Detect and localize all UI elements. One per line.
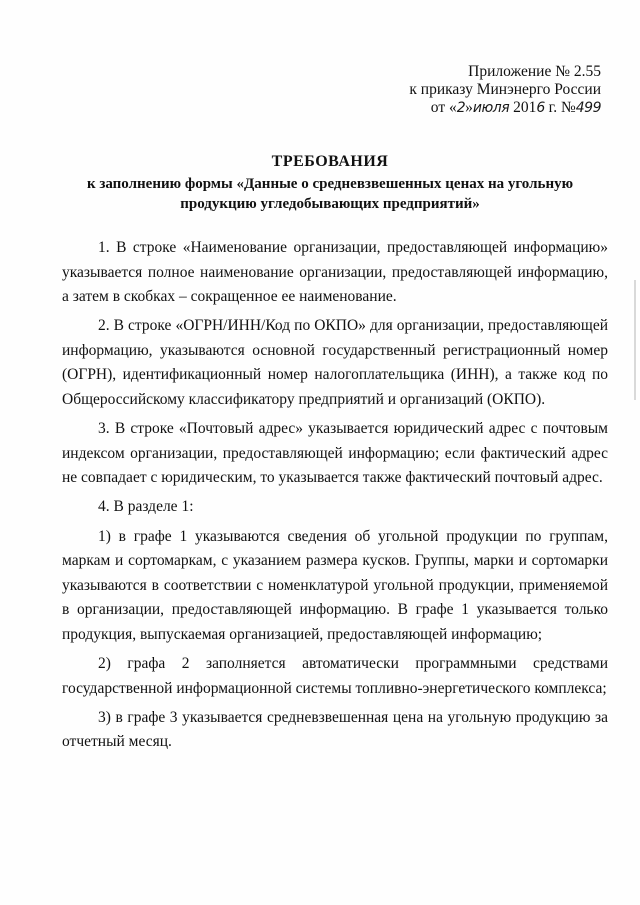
appendix-header xyxy=(409,63,601,117)
date-prefix: от « xyxy=(430,99,457,116)
document-body xyxy=(62,236,608,759)
paragraph-4-item-1: 1) в графе 1 указываются сведения об угольной продукции по группам, маркам и сортомаркам, с указанием размера кусков. Группы, марки и сортомарки указываются в соответствии с номенклатурой угольной продукции, применяемой в организации, предоставляющей информацию. В графе 1 указывается только продукция, выпускаемая организацией, предоставляющей информацию; xyxy=(62,527,608,643)
handwritten-year-digit: 6 xyxy=(536,100,545,116)
document-title xyxy=(50,152,610,214)
handwritten-month: июля xyxy=(472,100,510,116)
paragraph-4: 4. В разделе 1: xyxy=(98,498,194,516)
appendix-order-ref: к приказу Минэнерго России xyxy=(409,81,601,98)
title-subheading-line-2: продукцию угледобывающих предприятий» xyxy=(180,196,480,212)
handwritten-day: 2 xyxy=(456,100,466,116)
title-subheading-line-1: к заполнению формы «Данные о средневзвешенных ценах на угольную xyxy=(86,176,574,192)
title-heading: ТРЕБОВАНИЯ xyxy=(271,153,389,170)
appendix-number: Приложение № 2.55 xyxy=(468,63,601,80)
year-suffix: г. № xyxy=(544,99,576,116)
paragraph-4-item-2: 2) графа 2 заполняется автоматически программными средствами государственной информационной системы топливно-энергетического комплекса; xyxy=(62,655,608,697)
scan-edge-mark xyxy=(634,280,636,400)
handwritten-order-number: 499 xyxy=(575,100,601,116)
appendix-date-line xyxy=(409,99,601,117)
paragraph-4-item-3: 3) в графе 3 указывается средневзвешенная цена на угольную продукцию за отчетный месяц. xyxy=(62,708,608,751)
paragraph-3: 3. В строке «Почтовый адрес» указывается юридический адрес с почтовым индексом организации, предоставляющей информацию; если фактический адрес не совпадает с юридическим, то указывается также фактический почтовый адрес. xyxy=(62,420,608,487)
paragraph-2: 2. В строке «ОГРН/ИНН/Код по ОКПО» для организации, предоставляющей информацию, указываются основной государственный регистрационный номер (ОГРН), идентификационный номер налогоплательщика (ИНН), а также код по Общероссийскому классификатору предприятий и организаций (ОКПО). xyxy=(62,317,608,409)
year-prefix: 201 xyxy=(513,99,537,116)
paragraph-1: 1. В строке «Наименование организации, предоставляющей информацию» указывается полное наименование организации, предоставляющей информацию, а затем в скобках – сокращенное ее наименование. xyxy=(62,239,608,306)
date-close-quote: » xyxy=(465,99,473,116)
